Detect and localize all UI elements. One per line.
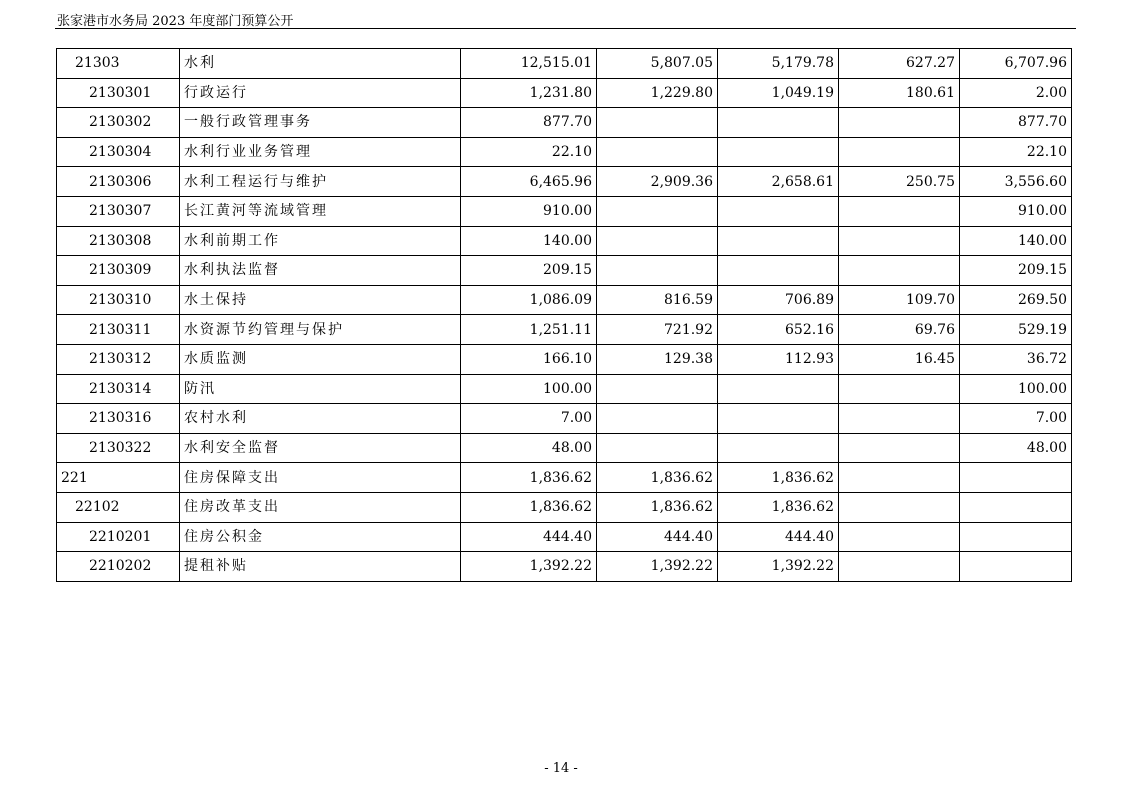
table-row bbox=[57, 78, 1072, 108]
cell-total: 7.00 bbox=[461, 404, 597, 434]
cell-basic-expenditure: 2,909.36 bbox=[597, 167, 718, 197]
document-header-title: 张家港市水务局 2023 年度部门预算公开 bbox=[57, 14, 294, 29]
cell-total: 877.70 bbox=[461, 108, 597, 138]
cell-project-expenditure: 209.15 bbox=[960, 256, 1072, 286]
cell-basic-expenditure bbox=[597, 374, 718, 404]
cell-basic-expenditure: 721.92 bbox=[597, 315, 718, 345]
table-row bbox=[57, 256, 1072, 286]
cell-project-expenditure: 877.70 bbox=[960, 108, 1072, 138]
cell-total: 1,251.11 bbox=[461, 315, 597, 345]
table-row bbox=[57, 167, 1072, 197]
cell-function-code: 2130314 bbox=[57, 374, 180, 404]
cell-personnel-expenditure: 652.16 bbox=[718, 315, 839, 345]
cell-function-name: 住房改革支出 bbox=[180, 492, 461, 522]
cell-function-name: 住房保障支出 bbox=[180, 463, 461, 493]
cell-public-expenditure bbox=[839, 463, 960, 493]
cell-personnel-expenditure: 1,836.62 bbox=[718, 492, 839, 522]
table-row bbox=[57, 552, 1072, 582]
cell-project-expenditure: 529.19 bbox=[960, 315, 1072, 345]
cell-total: 444.40 bbox=[461, 522, 597, 552]
table-row bbox=[57, 196, 1072, 226]
cell-total: 48.00 bbox=[461, 433, 597, 463]
cell-basic-expenditure bbox=[597, 404, 718, 434]
cell-project-expenditure: 2.00 bbox=[960, 78, 1072, 108]
cell-function-code: 2130311 bbox=[57, 315, 180, 345]
cell-total: 100.00 bbox=[461, 374, 597, 404]
table-row bbox=[57, 492, 1072, 522]
cell-total: 22.10 bbox=[461, 137, 597, 167]
table-row bbox=[57, 433, 1072, 463]
cell-basic-expenditure: 1,229.80 bbox=[597, 78, 718, 108]
cell-function-code: 2130302 bbox=[57, 108, 180, 138]
cell-total: 910.00 bbox=[461, 196, 597, 226]
cell-function-code: 2210202 bbox=[57, 552, 180, 582]
cell-personnel-expenditure bbox=[718, 196, 839, 226]
cell-public-expenditure bbox=[839, 522, 960, 552]
cell-personnel-expenditure: 112.93 bbox=[718, 344, 839, 374]
cell-project-expenditure: 36.72 bbox=[960, 344, 1072, 374]
cell-total: 140.00 bbox=[461, 226, 597, 256]
cell-function-name: 水利工程运行与维护 bbox=[180, 167, 461, 197]
cell-function-code: 2130309 bbox=[57, 256, 180, 286]
cell-function-code: 2130316 bbox=[57, 404, 180, 434]
cell-total: 1,836.62 bbox=[461, 463, 597, 493]
cell-personnel-expenditure: 444.40 bbox=[718, 522, 839, 552]
cell-project-expenditure: 7.00 bbox=[960, 404, 1072, 434]
cell-function-code: 21303 bbox=[57, 49, 180, 79]
cell-basic-expenditure: 5,807.05 bbox=[597, 49, 718, 79]
table-row bbox=[57, 404, 1072, 434]
cell-project-expenditure: 3,556.60 bbox=[960, 167, 1072, 197]
cell-function-code: 2130307 bbox=[57, 196, 180, 226]
cell-basic-expenditure: 816.59 bbox=[597, 285, 718, 315]
cell-public-expenditure bbox=[839, 492, 960, 522]
cell-basic-expenditure: 444.40 bbox=[597, 522, 718, 552]
cell-public-expenditure bbox=[839, 137, 960, 167]
cell-project-expenditure: 22.10 bbox=[960, 137, 1072, 167]
cell-project-expenditure: 48.00 bbox=[960, 433, 1072, 463]
cell-total: 166.10 bbox=[461, 344, 597, 374]
cell-total: 1,086.09 bbox=[461, 285, 597, 315]
cell-project-expenditure bbox=[960, 552, 1072, 582]
cell-function-name: 防汛 bbox=[180, 374, 461, 404]
cell-function-name: 农村水利 bbox=[180, 404, 461, 434]
table-row bbox=[57, 315, 1072, 345]
cell-project-expenditure: 140.00 bbox=[960, 226, 1072, 256]
table-row bbox=[57, 344, 1072, 374]
cell-function-code: 2130308 bbox=[57, 226, 180, 256]
cell-function-name: 水利执法监督 bbox=[180, 256, 461, 286]
cell-basic-expenditure bbox=[597, 226, 718, 256]
cell-basic-expenditure bbox=[597, 433, 718, 463]
cell-personnel-expenditure: 1,836.62 bbox=[718, 463, 839, 493]
cell-project-expenditure: 269.50 bbox=[960, 285, 1072, 315]
cell-personnel-expenditure bbox=[718, 108, 839, 138]
cell-function-code: 2130310 bbox=[57, 285, 180, 315]
cell-personnel-expenditure bbox=[718, 256, 839, 286]
cell-project-expenditure bbox=[960, 522, 1072, 552]
cell-total: 12,515.01 bbox=[461, 49, 597, 79]
cell-total: 6,465.96 bbox=[461, 167, 597, 197]
cell-function-name: 水利安全监督 bbox=[180, 433, 461, 463]
table-row bbox=[57, 463, 1072, 493]
table-row bbox=[57, 49, 1072, 79]
cell-public-expenditure bbox=[839, 404, 960, 434]
cell-basic-expenditure bbox=[597, 108, 718, 138]
cell-project-expenditure: 6,707.96 bbox=[960, 49, 1072, 79]
cell-personnel-expenditure bbox=[718, 374, 839, 404]
cell-total: 1,231.80 bbox=[461, 78, 597, 108]
cell-function-code: 2130301 bbox=[57, 78, 180, 108]
cell-function-name: 住房公积金 bbox=[180, 522, 461, 552]
cell-public-expenditure bbox=[839, 108, 960, 138]
cell-public-expenditure bbox=[839, 226, 960, 256]
cell-total: 1,836.62 bbox=[461, 492, 597, 522]
cell-basic-expenditure bbox=[597, 196, 718, 226]
table-row bbox=[57, 137, 1072, 167]
cell-function-code: 221 bbox=[57, 463, 180, 493]
cell-function-code: 2130306 bbox=[57, 167, 180, 197]
cell-function-name: 行政运行 bbox=[180, 78, 461, 108]
cell-basic-expenditure: 129.38 bbox=[597, 344, 718, 374]
cell-personnel-expenditure bbox=[718, 137, 839, 167]
budget-table-body bbox=[57, 49, 1072, 582]
cell-function-name: 水利前期工作 bbox=[180, 226, 461, 256]
cell-personnel-expenditure: 1,392.22 bbox=[718, 552, 839, 582]
cell-personnel-expenditure bbox=[718, 404, 839, 434]
cell-personnel-expenditure: 5,179.78 bbox=[718, 49, 839, 79]
cell-public-expenditure: 16.45 bbox=[839, 344, 960, 374]
cell-public-expenditure bbox=[839, 433, 960, 463]
cell-public-expenditure: 180.61 bbox=[839, 78, 960, 108]
cell-function-name: 水资源节约管理与保护 bbox=[180, 315, 461, 345]
cell-function-code: 2130304 bbox=[57, 137, 180, 167]
cell-public-expenditure: 109.70 bbox=[839, 285, 960, 315]
cell-function-code: 22102 bbox=[57, 492, 180, 522]
cell-project-expenditure: 910.00 bbox=[960, 196, 1072, 226]
cell-function-code: 2130312 bbox=[57, 344, 180, 374]
cell-personnel-expenditure bbox=[718, 226, 839, 256]
budget-table bbox=[56, 48, 1072, 582]
cell-total: 1,392.22 bbox=[461, 552, 597, 582]
cell-function-name: 水土保持 bbox=[180, 285, 461, 315]
header-divider bbox=[55, 28, 1076, 29]
cell-public-expenditure: 69.76 bbox=[839, 315, 960, 345]
cell-public-expenditure bbox=[839, 256, 960, 286]
table-row bbox=[57, 108, 1072, 138]
cell-basic-expenditure bbox=[597, 137, 718, 167]
table-row bbox=[57, 226, 1072, 256]
cell-function-name: 水利 bbox=[180, 49, 461, 79]
cell-public-expenditure: 627.27 bbox=[839, 49, 960, 79]
table-row bbox=[57, 285, 1072, 315]
cell-basic-expenditure: 1,836.62 bbox=[597, 463, 718, 493]
cell-function-name: 一般行政管理事务 bbox=[180, 108, 461, 138]
cell-personnel-expenditure bbox=[718, 433, 839, 463]
cell-project-expenditure: 100.00 bbox=[960, 374, 1072, 404]
page-number: - 14 - bbox=[544, 761, 578, 776]
cell-basic-expenditure: 1,836.62 bbox=[597, 492, 718, 522]
cell-function-name: 水质监测 bbox=[180, 344, 461, 374]
cell-public-expenditure bbox=[839, 196, 960, 226]
cell-personnel-expenditure: 2,658.61 bbox=[718, 167, 839, 197]
cell-basic-expenditure bbox=[597, 256, 718, 286]
cell-public-expenditure bbox=[839, 552, 960, 582]
cell-public-expenditure bbox=[839, 374, 960, 404]
cell-personnel-expenditure: 706.89 bbox=[718, 285, 839, 315]
cell-function-name: 长江黄河等流域管理 bbox=[180, 196, 461, 226]
cell-public-expenditure: 250.75 bbox=[839, 167, 960, 197]
cell-function-code: 2210201 bbox=[57, 522, 180, 552]
cell-personnel-expenditure: 1,049.19 bbox=[718, 78, 839, 108]
cell-function-code: 2130322 bbox=[57, 433, 180, 463]
cell-total: 209.15 bbox=[461, 256, 597, 286]
cell-project-expenditure bbox=[960, 492, 1072, 522]
table-row bbox=[57, 374, 1072, 404]
cell-basic-expenditure: 1,392.22 bbox=[597, 552, 718, 582]
table-row bbox=[57, 522, 1072, 552]
cell-function-name: 提租补贴 bbox=[180, 552, 461, 582]
cell-project-expenditure bbox=[960, 463, 1072, 493]
cell-function-name: 水利行业业务管理 bbox=[180, 137, 461, 167]
